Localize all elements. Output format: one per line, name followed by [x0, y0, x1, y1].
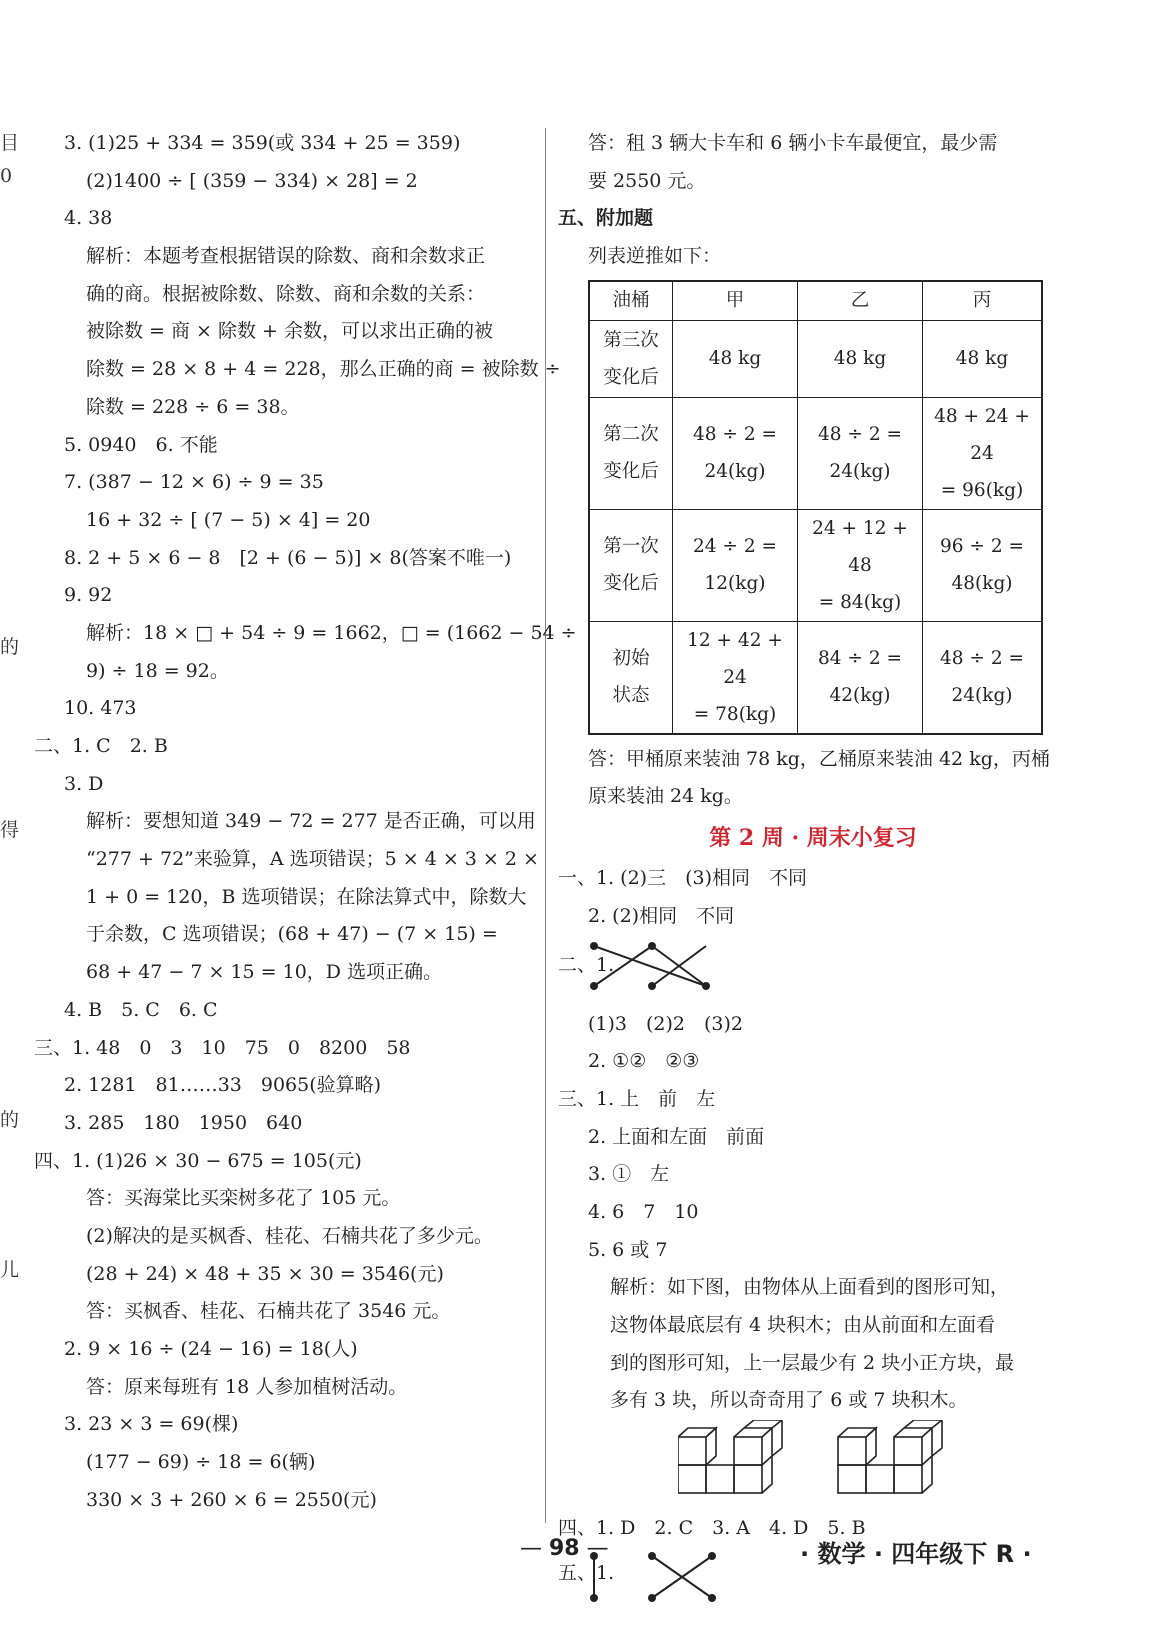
- analysis-line: 多有 3 块，所以奇奇用了 6 或 7 块积木。: [610, 1389, 968, 1412]
- section-heading: 五、附加题: [558, 207, 654, 230]
- table-cell: 24 + 12 + 48 = 84(kg): [798, 509, 923, 621]
- answer-line: 原来装油 24 kg。: [588, 785, 743, 808]
- answer-line: 答：买海棠比买栾树多花了 105 元。: [86, 1187, 401, 1210]
- right-column: [558, 125, 1068, 1618]
- left-column: [34, 125, 577, 1519]
- edge-char: 儿: [0, 1259, 20, 1281]
- analysis-line: 确的商。根据被除数、除数、商和余数的关系：: [86, 282, 486, 305]
- cross-lines-icon: [586, 936, 736, 996]
- table-cell: 12 + 42 + 24 = 78(kg): [673, 621, 798, 734]
- row-label: 第二次 变化后: [589, 397, 673, 509]
- row-label: 初始 状态: [589, 621, 673, 734]
- table-header: 乙: [798, 281, 923, 321]
- table-cell: 48 kg: [673, 320, 798, 397]
- cube-figures: [678, 1420, 1068, 1510]
- edge-char: 的: [0, 636, 20, 658]
- row-label: 第三次 变化后: [589, 320, 673, 397]
- analysis-line: 这物体最底层有 4 块积木；由从前面和左面看: [610, 1314, 996, 1336]
- analysis-line: 到的图形可知，上一层最少有 2 块小正方块，最: [610, 1351, 1015, 1374]
- table-cell: 48 ÷ 2 = 24(kg): [798, 397, 923, 509]
- section-line: 一、1. (2)三 (3)相同 不同: [558, 867, 807, 890]
- answer-line: 330 × 3 + 260 × 6 = 2550(元): [86, 1488, 377, 1511]
- table-cell: 48 kg: [798, 320, 923, 397]
- answer-line: 2. 1281 81……33 9065(验算略): [64, 1074, 382, 1097]
- answer-line: 5. 6 或 7: [588, 1238, 668, 1261]
- edge-char: 得: [0, 819, 20, 841]
- analysis-line: 除数 = 228 ÷ 6 = 38。: [86, 395, 300, 418]
- section-line: 三、1. 上 前 左: [558, 1087, 716, 1110]
- answer-line: 3. (1)25 + 334 = 359(或 334 + 25 = 359): [64, 132, 461, 154]
- analysis-line: 被除数 = 商 × 除数 + 余数，可以求出正确的被: [86, 320, 493, 343]
- answer-line: 3. D: [64, 772, 104, 795]
- answer-line: (2)解决的是买枫香、桂花、石楠共花了多少元。: [86, 1224, 493, 1247]
- answer-line: (1)3 (2)2 (3)2: [588, 1012, 744, 1035]
- answer-line: 3. ① 左: [588, 1163, 670, 1186]
- answer-line: 4. 6 7 10: [588, 1200, 699, 1223]
- analysis-line: 除数 = 28 × 8 + 4 = 228，那么正确的商 = 被除数 ÷: [86, 358, 561, 381]
- section-line: 二、1. C 2. B: [34, 735, 168, 757]
- answer-line: (177 − 69) ÷ 18 = 6(辆): [86, 1451, 316, 1474]
- answer-line: 5. 0940 6. 不能: [64, 433, 218, 456]
- answer-line: 答：原来每班有 18 人参加植树活动。: [86, 1375, 408, 1398]
- page-number: — 98 —: [520, 1536, 609, 1561]
- answer-line: 9. 92: [64, 584, 113, 607]
- answer-line: 答：买枫香、桂花、石楠共花了 3546 元。: [86, 1300, 451, 1323]
- table-cell: 48 kg: [923, 320, 1043, 397]
- edge-char: 的: [0, 1109, 20, 1131]
- answer-line: 列表逆推如下：: [588, 245, 722, 268]
- analysis-line: 于余数，C 选项错误；(68 + 47) − (7 × 15) =: [86, 923, 498, 946]
- answer-line: 8. 2 + 5 × 6 − 8 [2 + (6 − 5)] × 8(答案不唯一): [64, 546, 512, 569]
- week-review-title: 第 2 周 · 周末小复习: [709, 825, 917, 852]
- answer-line: 2. ①② ②③: [588, 1050, 700, 1073]
- analysis-line: 1 + 0 = 120，B 选项错误；在除法算式中，除数大: [86, 885, 527, 908]
- row-label: 第一次 变化后: [589, 509, 673, 621]
- analysis-line: 68 + 47 − 7 × 15 = 10，D 选项正确。: [86, 961, 443, 984]
- answer-line: 7. (387 − 12 × 6) ÷ 9 = 35: [64, 471, 324, 494]
- oil-reverse-table: [588, 280, 1043, 735]
- table-cell: 48 ÷ 2 = 24(kg): [923, 621, 1043, 734]
- analysis-line: 解析：要想知道 349 − 72 = 277 是否正确，可以用: [86, 810, 536, 833]
- table-cell: 96 ÷ 2 = 48(kg): [923, 509, 1043, 621]
- section-line: 五、1.: [558, 1561, 615, 1584]
- section-line: 四、1. D 2. C 3. A 4. D 5. B: [558, 1517, 866, 1540]
- table-cell: 48 + 24 + 24 = 96(kg): [923, 397, 1043, 509]
- table-cell: 48 ÷ 2 = 24(kg): [673, 397, 798, 509]
- answer-line: 4. B 5. C 6. C: [64, 998, 218, 1021]
- analysis-line: 解析：18 × □ + 54 ÷ 9 = 1662，□ = (1662 − 54 ÷: [86, 621, 577, 644]
- answer-line: (28 + 24) × 48 + 35 × 30 = 3546(元): [86, 1262, 444, 1285]
- book-title: · 数学 · 四年级下 R ·: [800, 1540, 1032, 1568]
- answer-line: 3. 23 × 3 = 69(棵): [64, 1413, 239, 1436]
- column-divider: [545, 128, 546, 1523]
- table-header: 丙: [923, 281, 1043, 321]
- answer-line: 16 + 32 ÷ [ (7 − 5) × 4] = 20: [86, 508, 371, 531]
- analysis-line: 解析：如下图，由物体从上面看到的图形可知，: [610, 1276, 1010, 1299]
- answer-line: 2. (2)相同 不同: [588, 904, 735, 927]
- table-header: 油桶: [589, 281, 673, 321]
- answer-line: 2. 上面和左面 前面: [588, 1125, 765, 1148]
- table-header: 甲: [673, 281, 798, 321]
- answer-line: 答：甲桶原来装油 78 kg，乙桶原来装油 42 kg，丙桶: [588, 747, 1050, 770]
- analysis-line: “277 + 72”来验算，A 选项错误；5 × 4 × 3 × 2 ×: [86, 848, 539, 871]
- cube-stack-icon: [678, 1420, 1018, 1510]
- section-line: 三、1. 48 0 3 10 75 0 8200 58: [34, 1036, 411, 1059]
- edge-char: 目: [0, 132, 20, 154]
- section-line: 二、1.: [558, 953, 615, 976]
- table-cell: 84 ÷ 2 = 42(kg): [798, 621, 923, 734]
- answer-line: 2. 9 × 16 ÷ (24 − 16) = 18(人): [64, 1338, 358, 1360]
- answer-line: 答：租 3 辆大卡车和 6 辆小卡车最便宜，最少需: [588, 132, 998, 154]
- section-line: 四、1. (1)26 × 30 − 675 = 105(元): [34, 1149, 362, 1172]
- edge-char: 0: [0, 165, 13, 187]
- answer-line: 3. 285 180 1950 640: [64, 1111, 303, 1134]
- table-cell: 24 ÷ 2 = 12(kg): [673, 509, 798, 621]
- answer-line: 要 2550 元。: [588, 169, 706, 192]
- answer-line: 10. 473: [64, 697, 137, 720]
- analysis-line: 9) ÷ 18 = 92。: [86, 659, 229, 682]
- answer-line: (2)1400 ÷ [ (359 − 334) × 28] = 2: [86, 169, 418, 192]
- answer-line: 4. 38: [64, 207, 113, 230]
- matching-figure-1: [558, 936, 1068, 1006]
- page-footer: [0, 1530, 1176, 1574]
- analysis-line: 解析：本题考查根据错误的除数、商和余数求正: [86, 245, 486, 268]
- oil-table-wrap: [588, 280, 1068, 735]
